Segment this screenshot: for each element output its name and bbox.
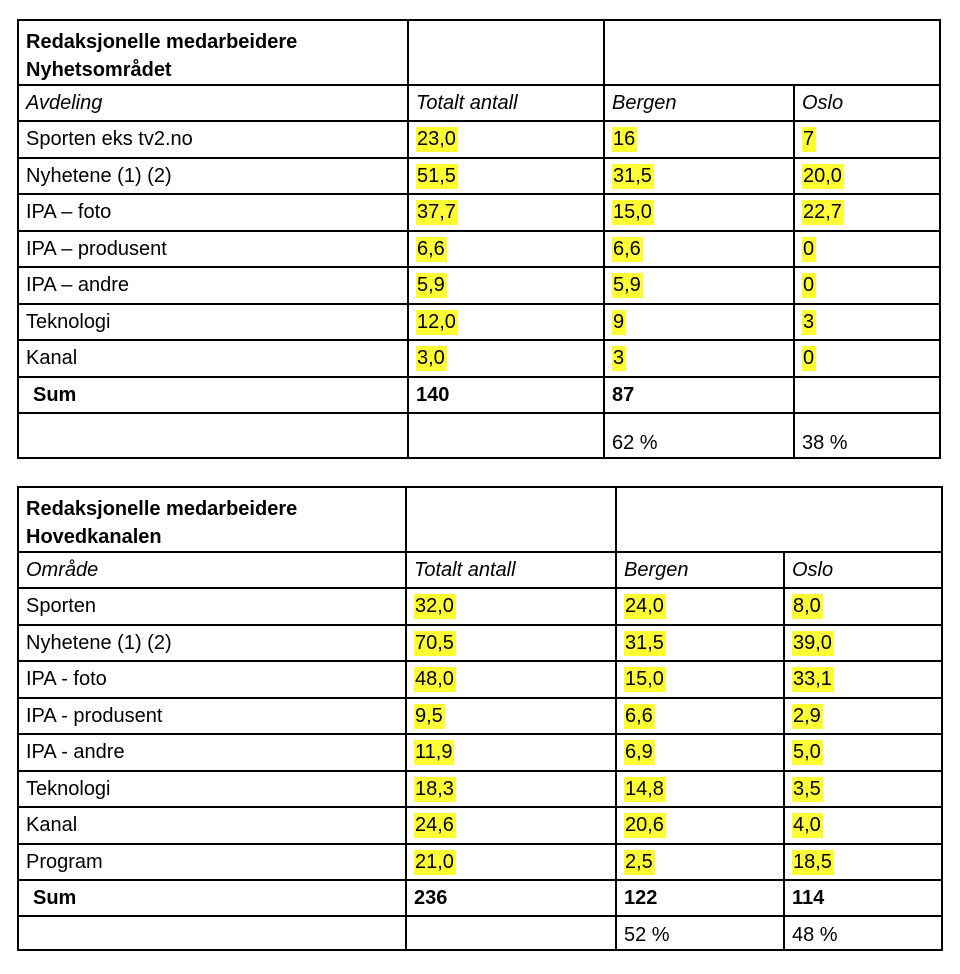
table-row [18,121,940,158]
table-row [18,698,942,735]
oslo-cell [784,771,942,808]
bergen-cell [616,661,784,698]
table-row [18,158,940,195]
department-cell: Program [18,844,406,881]
bergen-cell [604,340,794,377]
pct-oslo-cell: 38 % [794,413,940,458]
pct-oslo-cell: 48 % [784,916,942,950]
bergen-cell [616,625,784,662]
table-row [18,844,942,881]
total-cell [406,661,616,698]
bergen-cell [604,121,794,158]
percentage-row [18,916,942,950]
total-cell-value: 6,6 [417,237,445,260]
total-cell [408,158,604,195]
department-cell: Sporten [18,588,406,625]
header-bergen: Bergen [604,85,794,121]
pct-department-cell [18,916,406,950]
oslo-cell [794,267,940,304]
bergen-cell [616,844,784,881]
total-cell-value: 18,3 [415,777,454,800]
total-cell [406,844,616,881]
oslo-cell-value: 4,0 [793,814,821,837]
total-cell [406,771,616,808]
bergen-cell-value: 15,0 [613,201,652,224]
bergen-cell-value: 6,6 [625,704,653,727]
oslo-cell [784,661,942,698]
table-row [18,625,942,662]
staff-table-hovedkanalen [17,486,943,951]
department-cell: Teknologi [18,771,406,808]
title-row [18,20,940,85]
table-title [18,487,406,552]
total-cell [406,625,616,662]
sum-department-cell: Sum [18,880,406,916]
oslo-cell [794,194,940,231]
total-cell [406,698,616,735]
oslo-cell-value: 0 [803,274,815,297]
header-bergen: Bergen [616,552,784,588]
department-cell: Nyhetene (1) (2) [18,158,408,195]
header-oslo: Oslo [794,85,940,121]
sum-total-cell: 236 [406,880,616,916]
bergen-cell-value: 15,0 [625,668,664,691]
total-cell-value: 9,5 [415,704,443,727]
total-cell-value: 32,0 [415,595,454,618]
oslo-cell-value: 0 [803,237,815,260]
bergen-cell-value: 24,0 [625,595,664,618]
table-title [18,20,408,85]
bergen-cell-value: 6,6 [613,237,641,260]
oslo-cell-value: 8,0 [793,595,821,618]
total-cell [406,807,616,844]
bergen-cell-value: 16 [613,128,636,151]
department-cell: Nyhetene (1) (2) [18,625,406,662]
department-cell: IPA - foto [18,661,406,698]
total-cell-value: 24,6 [415,814,454,837]
header-avdeling: Avdeling [18,85,408,121]
oslo-cell [784,807,942,844]
bergen-cell [604,267,794,304]
sum-oslo-cell [794,377,940,413]
header-totalt-antall: Totalt antall [408,85,604,121]
oslo-cell [794,304,940,341]
total-cell [408,121,604,158]
bergen-cell [616,807,784,844]
oslo-cell [794,158,940,195]
table-row [18,267,940,304]
department-cell: Kanal [18,807,406,844]
department-cell: IPA – produsent [18,231,408,268]
table-row [18,661,942,698]
total-cell [406,588,616,625]
oslo-cell [784,734,942,771]
oslo-cell-value: 3 [803,310,815,333]
bergen-cell-value: 31,5 [625,631,664,654]
bergen-cell [616,734,784,771]
total-cell-value: 48,0 [415,668,454,691]
department-cell: Teknologi [18,304,408,341]
empty-cell [408,20,604,85]
oslo-cell [784,698,942,735]
table-row [18,304,940,341]
header-totalt-antall: Totalt antall [406,552,616,588]
empty-cell [406,487,616,552]
pct-bergen-cell: 62 % [604,413,794,458]
total-cell-value: 23,0 [417,128,456,151]
oslo-cell-value: 5,0 [793,741,821,764]
total-cell-value: 21,0 [415,850,454,873]
bergen-cell-value: 20,6 [625,814,664,837]
sum-total-cell: 140 [408,377,604,413]
bergen-cell-value: 6,9 [625,741,653,764]
bergen-cell [616,771,784,808]
bergen-cell [616,698,784,735]
table-row [18,807,942,844]
table-row [18,340,940,377]
bergen-cell [616,588,784,625]
title-line-1: Redaksjonelle medarbeidere [26,31,298,53]
bergen-cell-value: 14,8 [625,777,664,800]
empty-cell [616,487,942,552]
oslo-cell [794,231,940,268]
table-row [18,771,942,808]
oslo-cell-value: 3,5 [793,777,821,800]
department-cell: IPA - produsent [18,698,406,735]
bergen-cell [604,158,794,195]
title-row [18,487,942,552]
table-row [18,588,942,625]
total-cell [408,267,604,304]
total-cell-value: 11,9 [415,741,453,764]
oslo-cell [784,625,942,662]
bergen-cell [604,304,794,341]
sum-oslo-cell: 114 [784,880,942,916]
sum-bergen-cell: 122 [616,880,784,916]
pct-total-cell [406,916,616,950]
title-line-1: Redaksjonelle medarbeidere [26,498,298,520]
bergen-cell-value: 31,5 [613,164,652,187]
department-cell: IPA – foto [18,194,408,231]
oslo-cell-value: 22,7 [803,201,842,224]
oslo-cell-value: 20,0 [803,164,842,187]
bergen-cell-value: 9 [613,310,625,333]
total-cell-value: 51,5 [417,164,456,187]
percentage-row [18,413,940,458]
bergen-cell [604,231,794,268]
pct-total-cell [408,413,604,458]
total-cell-value: 3,0 [417,347,445,370]
total-cell [408,304,604,341]
table-row [18,231,940,268]
bergen-cell-value: 2,5 [625,850,653,873]
total-cell [406,734,616,771]
department-cell: IPA - andre [18,734,406,771]
total-cell-value: 5,9 [417,274,445,297]
oslo-cell-value: 7 [803,128,815,151]
oslo-cell-value: 2,9 [793,704,821,727]
sum-bergen-cell: 87 [604,377,794,413]
total-cell-value: 37,7 [417,201,456,224]
oslo-cell-value: 0 [803,347,815,370]
total-cell [408,340,604,377]
oslo-cell [784,588,942,625]
sum-row [18,880,942,916]
header-oslo: Oslo [784,552,942,588]
total-cell [408,231,604,268]
title-line-2: Nyhetsområdet [26,59,172,81]
title-line-2: Hovedkanalen [26,526,162,548]
table-row [18,194,940,231]
oslo-cell [794,340,940,377]
header-omrade: Område [18,552,406,588]
pct-bergen-cell: 52 % [616,916,784,950]
table-row [18,734,942,771]
bergen-cell [604,194,794,231]
department-cell: Kanal [18,340,408,377]
total-cell-value: 12,0 [417,310,456,333]
bergen-cell-value: 5,9 [613,274,641,297]
header-row [18,85,940,121]
total-cell [408,194,604,231]
sum-department-cell: Sum [18,377,408,413]
empty-cell [604,20,940,85]
sum-row [18,377,940,413]
oslo-cell-value: 39,0 [793,631,832,654]
oslo-cell [794,121,940,158]
pct-department-cell [18,413,408,458]
total-cell-value: 70,5 [415,631,454,654]
header-row [18,552,942,588]
oslo-cell-value: 18,5 [793,850,832,873]
department-cell: IPA – andre [18,267,408,304]
oslo-cell-value: 33,1 [793,668,832,691]
staff-table-nyhetsomradet [17,19,941,459]
bergen-cell-value: 3 [613,347,625,370]
oslo-cell [784,844,942,881]
department-cell: Sporten eks tv2.no [18,121,408,158]
